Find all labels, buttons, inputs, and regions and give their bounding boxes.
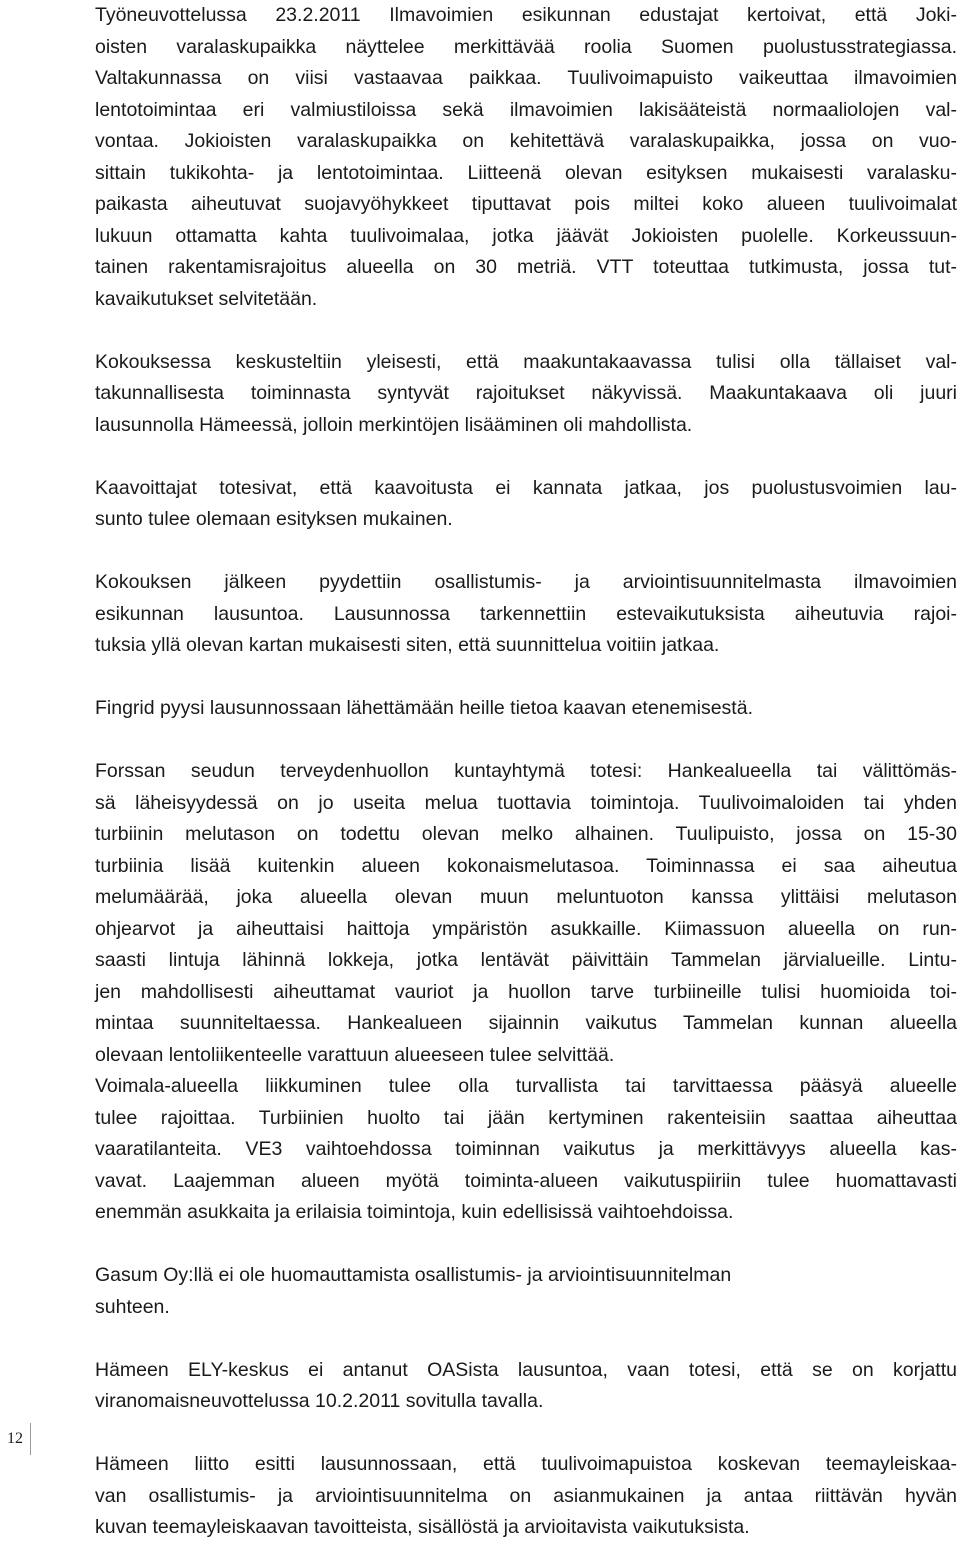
- paragraph-spacer: [95, 1229, 957, 1261]
- text-line: esikunnan lausuntoa. Lausunnossa tarkennettiin estevaikutuksista aiheutuvia rajoi-: [95, 602, 957, 625]
- document-body: [95, 0, 957, 1544]
- text-line: Työneuvottelussa 23.2.2011 Ilmavoimien esikunnan edustajat kertoivat, että Joki-: [95, 4, 957, 26]
- text-line: tulee rajoittaa. Turbiinien huolto tai jään kertyminen rakenteisiin saattaa aiheuttaa: [95, 1106, 957, 1129]
- paragraph-gasum: [95, 1260, 957, 1323]
- text-line: turbiinin melutason on todettu olevan melko alhainen. Tuulipuisto, jossa on 15-30: [95, 823, 957, 845]
- text-line: kuvan teemayleiskaavan tavoitteista, sisällöstä ja arvioitavista vaikutuksista.: [95, 1516, 750, 1538]
- paragraph-fingrid: [95, 693, 957, 725]
- text-line: lukuun ottamatta kahta tuulivoimalaa, jotka jäävät Jokioisten puolelle. Korkeussuun-: [95, 224, 957, 247]
- text-line: Gasum Oy:llä ei ole huomauttamista osallistumis- ja arviointisuunnitelman: [95, 1264, 732, 1286]
- text-line: Kokouksen jälkeen pyydettiin osallistumis- ja arviointisuunnitelmasta ilmavoimien: [95, 571, 957, 593]
- text-line: vavat. Laajemman alueen myötä toiminta-alueen vaikutuspiiriin tulee huomattavasti: [95, 1169, 957, 1192]
- text-line: sä läheisyydessä on jo useita melua tuottavia toimintoja. Tuulivoimaloiden tai yhden: [95, 791, 957, 814]
- text-line: van osallistumis- ja arviointisuunnitelma on asianmukainen ja antaa riittävän hyvän: [95, 1484, 957, 1507]
- text-line: suhteen.: [95, 1295, 170, 1318]
- paragraph-spacer: [95, 725, 957, 757]
- paragraph-spacer: [95, 1418, 957, 1450]
- text-line: ohjearvot ja aiheuttaisi haittoja ympäristön asukkaille. Kiimassuon alueella on run-: [95, 917, 957, 940]
- text-line: oisten varalaskupaikka näyttelee merkittävää roolia Suomen puolustusstrategiassa.: [95, 35, 957, 58]
- text-line: sittain tukikohta- ja lentotoimintaa. Liitteenä olevan esityksen mukaisesti varalasku-: [95, 161, 957, 184]
- text-line: viranomaisneuvottelussa 10.2.2011 sovitulla tavalla.: [95, 1390, 544, 1412]
- text-line: tuksia yllä olevan kartan mukaisesti siten, että suunnittelua voitiin jatkaa.: [95, 634, 720, 656]
- paragraph-hameen-ely: [95, 1355, 957, 1418]
- paragraph-spacer: [95, 315, 957, 347]
- text-line: olevaan lentoliikenteelle varattuun alueeseen tulee selvittää.: [95, 1043, 615, 1066]
- text-line: jen mahdollisesti aiheuttamat vauriot ja huollon tarve turbiineille tulisi huomioida toi-: [95, 980, 957, 1003]
- page-number: 12: [0, 1423, 31, 1455]
- paragraph-voimala-alue: [95, 1071, 957, 1229]
- text-line: Forssan seudun terveydenhuollon kuntayhtymä totesi: Hankealueella tai välittömäs-: [95, 760, 957, 782]
- paragraph-forssan-seudun-terveydenhuolto: [95, 756, 957, 1071]
- paragraph-hameen-liitto: [95, 1449, 957, 1544]
- text-line: Fingrid pyysi lausunnossaan lähettämään heille tietoa kaavan etenemisestä.: [95, 697, 753, 719]
- paragraph-spacer: [95, 662, 957, 694]
- text-line: kavaikutukset selvitetään.: [95, 287, 318, 310]
- paragraph-spacer: [95, 441, 957, 473]
- text-line: sunto tulee olemaan esityksen mukainen.: [95, 508, 453, 530]
- text-line: paikasta aiheutuvat suojavyöhykkeet tiputtavat pois miltei koko alueen tuulivoimalat: [95, 193, 957, 215]
- paragraph-kaavoittajat: [95, 473, 957, 536]
- text-line: mintaa suunniteltaessa. Hankealueen sijainnin vaikutus Tammelan kunnan alueella: [95, 1012, 957, 1034]
- text-line: Voimala-alueella liikkuminen tulee olla turvallista tai tarvittaessa pääsyä alueelle: [95, 1075, 957, 1097]
- text-line: melumäärää, joka alueella olevan muun meluntuoton kanssa ylittäisi melutason: [95, 886, 957, 908]
- paragraph-spacer: [95, 536, 957, 568]
- paragraph-spacer: [95, 1323, 957, 1355]
- paragraph-maakuntakaava: [95, 347, 957, 442]
- text-line: lentotoimintaa eri valmiustiloissa sekä ilmavoimien lakisääteistä normaaliolojen val-: [95, 98, 957, 121]
- text-line: Kaavoittajat totesivat, että kaavoitusta ei kannata jatkaa, jos puolustusvoimien lau-: [95, 476, 957, 499]
- text-line: vontaa. Jokioisten varalaskupaikka on kehitettävä varalaskupaikka, jossa on vuo-: [95, 130, 957, 152]
- text-line: tainen rakentamisrajoitus alueella on 30 metriä. VTT toteuttaa tutkimusta, jossa tut-: [95, 256, 957, 278]
- text-line: vaaratilanteita. VE3 vaihtoehdossa toiminnan vaikutus ja merkittävyys alueella kas-: [95, 1138, 957, 1160]
- text-line: saasti lintuja lähinnä lokkeja, jotka lentävät päivittäin Tammelan järvialueille. Lintu-: [95, 949, 957, 971]
- text-line: Kokouksessa keskusteltiin yleisesti, että maakuntakaavassa tulisi olla tällaiset val-: [95, 350, 957, 373]
- text-line: takunnallisesta toiminnasta syntyvät rajoitukset näkyvissä. Maakuntakaava oli juuri: [95, 382, 957, 404]
- text-line: lausunnolla Hämeessä, jolloin merkintöjen lisääminen oli mahdollista.: [95, 413, 693, 436]
- text-line: turbiinia lisää kuitenkin alueen kokonaismelutasoa. Toiminnassa ei saa aiheutua: [95, 854, 957, 877]
- text-line: Hämeen liitto esitti lausunnossaan, että tuulivoimapuistoa koskevan teemayleiskaa-: [95, 1453, 957, 1475]
- paragraph-lausuntopyynto: [95, 567, 957, 662]
- text-line: Valtakunnassa on viisi vastaavaa paikkaa. Tuulivoimapuisto vaikeuttaa ilmavoimien: [95, 67, 957, 89]
- paragraph-ilmavoimien-esikunta: [95, 0, 957, 315]
- text-line: enemmän asukkaita ja erilaisia toimintoja, kuin edellisissä vaihtoehdoissa.: [95, 1201, 734, 1223]
- text-line: Hämeen ELY-keskus ei antanut OASista lausuntoa, vaan totesi, että se on korjattu: [95, 1358, 957, 1381]
